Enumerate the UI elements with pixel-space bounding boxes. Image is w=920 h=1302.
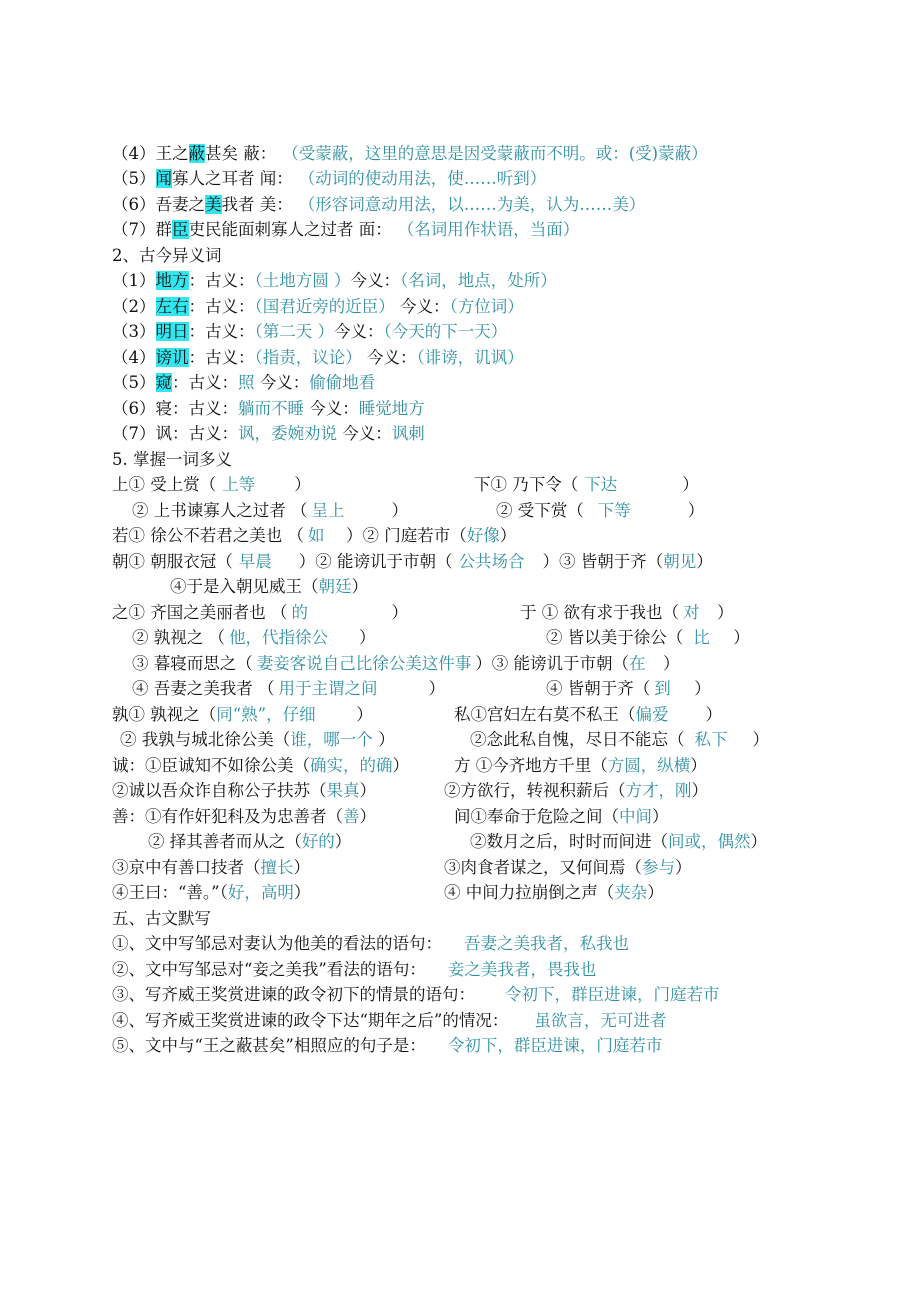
polysemy-right (444, 780, 708, 802)
item-text: ） (750, 832, 767, 851)
polysemy-right (496, 500, 704, 522)
label-ancient: ：古义： (188, 271, 255, 290)
item-text: 于 ① 欲有求于我也（ (520, 603, 679, 622)
answer-ancient: （土地方圆 ） (254, 271, 351, 290)
usage-item-5 (112, 168, 546, 190)
item-text: ） (359, 781, 376, 800)
polysemy-row-7 (112, 627, 750, 649)
highlighted-word: 臣 (172, 220, 189, 239)
ancient-modern-item-7 (112, 423, 425, 445)
answer-text: 令初下，群臣进谏，门庭若市 (447, 1036, 663, 1055)
item-text: ② 孰视之 （ (132, 628, 225, 647)
item-text: ） (351, 577, 368, 596)
section-title-recitation: 五、古文默写 (112, 909, 211, 928)
item-text: ③京中有善口技者（ (112, 858, 261, 877)
label-modern: 今义： (304, 399, 359, 418)
answer-text: 下等 (597, 501, 631, 520)
answer-text: 好像 (466, 526, 500, 545)
polysemy-row-8 (112, 653, 680, 675)
item-text: ② 择其善者而从之（ (148, 832, 302, 851)
ancient-modern-item-1 (112, 270, 557, 292)
polysemy-right (454, 806, 669, 828)
answer-text: 夹杂 (614, 883, 648, 902)
item-text: （6）吾妻之 (112, 195, 205, 214)
item-text: ）② 能谤讥于市朝（ (298, 552, 453, 571)
answer-ancient: 躺而不睡 (238, 399, 304, 418)
item-text: ） (293, 883, 311, 902)
item-text: ） (391, 501, 408, 520)
polysemy-row-11 (112, 729, 769, 751)
section-title-ancient-modern: 2、古今异义词 (112, 246, 222, 265)
polysemy-right (470, 729, 769, 751)
item-text: ） (690, 756, 707, 775)
answer-text: 上等 (222, 475, 256, 494)
item-text: ④王曰：“善。”（ (112, 883, 228, 902)
item-text: ） (696, 552, 713, 571)
answer-text: 吾妻之美我者，私我也 (464, 934, 629, 953)
item-text: ② 受下赏（ (496, 501, 584, 520)
label-modern: 今义： (337, 424, 392, 443)
question-text: ①、文中写邹忌对妻认为他美的看法的语句： (112, 934, 442, 953)
item-text: ） (356, 705, 373, 724)
item-text: 之① 齐国之美丽者也 （ (112, 603, 288, 622)
ancient-modern-item-6 (112, 398, 425, 420)
item-text: ） (475, 654, 492, 673)
item-text: ） (392, 756, 409, 775)
answer-text: 用于主谓之间 (278, 679, 378, 698)
answer-text: 对 (683, 603, 700, 622)
item-text: ） (359, 807, 376, 826)
highlighted-word: 蔽 (188, 144, 205, 163)
polysemy-right (474, 474, 699, 496)
item-text: （2） (112, 297, 156, 316)
label-modern: 今义： (350, 271, 400, 290)
label-modern: 今义： (394, 297, 450, 316)
usage-item-7 (112, 219, 579, 241)
section-title-polysemy: 5. 掌握一词多义 (112, 450, 232, 469)
answer-text: 间或，偶然 (668, 832, 751, 851)
answer-text: 方圆，纵横 (607, 756, 691, 775)
item-text: 若① 徐公不若君之美也 （ (112, 526, 304, 545)
recitation-item-1 (112, 933, 629, 955)
item-text: ② 皆以美于徐公（ (546, 628, 684, 647)
answer-text: 他，代指徐公 (229, 628, 328, 647)
item-text: ） (428, 679, 445, 698)
item-text: ② 我孰与城北徐公美（ (120, 730, 291, 749)
ancient-modern-item-2 (112, 296, 524, 318)
answer-text: 谁，哪一个 (290, 730, 373, 749)
answer-text: 同“熟”，仔细 (216, 705, 316, 724)
answer-text: 呈上 (311, 501, 345, 520)
polysemy-row-1 (112, 474, 699, 496)
answer-text: 朝见 (663, 552, 697, 571)
item-text: ） (334, 832, 352, 851)
item-text: ②诚以吾众诈自称公子扶苏（ (112, 781, 327, 800)
item-text: ② 上书谏寡人之过者 （ (132, 501, 308, 520)
item-text: ） (294, 475, 311, 494)
item-text: ③肉食者谋之，又何间焉（ (444, 858, 642, 877)
item-text: 下① 乃下令（ (474, 475, 579, 494)
ancient-modern-item-3 (112, 321, 507, 343)
label-ancient: ：古义： (188, 322, 255, 341)
label-ancient: ：古义： (188, 348, 255, 367)
answer-text: （受蒙蔽，这里的意思是因受蒙蔽而不明。或：(受)蒙蔽） (282, 144, 708, 163)
recitation-item-4 (112, 1010, 666, 1032)
answer-text: 私下 (694, 730, 728, 749)
item-text: ④ 皆朝于齐（ (546, 679, 651, 698)
item-text: ） (752, 730, 769, 749)
answer-text: 中间 (619, 807, 652, 826)
item-text: ） (705, 705, 722, 724)
item-text: ） (647, 883, 664, 902)
polysemy-row-17 (112, 882, 664, 904)
item-text: （4） (112, 348, 156, 367)
polysemy-row-14 (112, 806, 669, 828)
item-text: （7）讽 (112, 424, 172, 443)
item-text: ） (293, 858, 310, 877)
item-text: ） (682, 475, 699, 494)
usage-item-6 (112, 194, 645, 216)
answer-text: （形容词意动用法，以……为美，认为……美） (298, 195, 646, 214)
item-text: ） (391, 603, 408, 622)
answer-text: 妾之美我者，畏我也 (447, 960, 597, 979)
answer-text: 好，高明 (227, 883, 294, 902)
polysemy-right (454, 755, 707, 777)
answer-text: 果真 (326, 781, 360, 800)
item-text: ） (663, 654, 680, 673)
answer-text: 偏爱 (635, 705, 669, 724)
answer-modern: （名词，地点，处所） (400, 271, 557, 290)
item-text: ） (359, 628, 376, 647)
polysemy-row-5 (170, 576, 368, 598)
item-text: ） (499, 526, 517, 545)
polysemy-row-9 (112, 678, 711, 700)
item-text: ②方欲行，转视积薪后（ (444, 781, 626, 800)
polysemy-row-10 (112, 704, 722, 726)
question-text: ③、写齐威王奖赏进谏的政令初下的情景的语句： (112, 985, 475, 1004)
ancient-modern-item-4 (112, 347, 524, 369)
answer-text: 确实，的确 (310, 756, 393, 775)
item-text: ④于是入朝见威王（ (170, 577, 319, 596)
answer-ancient: 照 (238, 373, 255, 392)
item-text: （6）寝 (112, 399, 172, 418)
item-text: 间①奉命于危险之间（ (454, 807, 619, 826)
polysemy-right (454, 704, 722, 726)
usage-item-4 (112, 143, 708, 165)
recitation-item-2 (112, 959, 596, 981)
polysemy-right (470, 831, 767, 853)
item-text: （3） (112, 322, 156, 341)
answer-text: 到 (654, 679, 671, 698)
item-text: 甚矣 蔽： (205, 144, 277, 163)
item-text: （5） (112, 169, 156, 188)
answer-text: 虽欲言，无可进者 (534, 1011, 667, 1030)
question-text: ②、文中写邹忌对“妾之美我”看法的语句： (112, 960, 426, 979)
answer-text: 妻妾客说自己比徐公美这件事 (256, 654, 472, 673)
answer-text: （名词用作状语，当面） (397, 220, 580, 239)
item-text: ④ 中间力拉崩倒之声（ (444, 883, 615, 902)
item-text: ） (675, 858, 692, 877)
item-text: （7）群 (112, 220, 172, 239)
item-text: ③ 暮寝而思之（ (132, 654, 253, 673)
answer-text: 早晨 (238, 552, 272, 571)
answer-text: （动词的使动用法，使……听到） (298, 169, 547, 188)
item-text: ④ 吾妻之美我者 （ (132, 679, 275, 698)
answer-ancient: （指责，议论） (254, 348, 362, 367)
item-text: ）③ 皆朝于齐（ (542, 552, 664, 571)
answer-text: 的 (291, 603, 308, 622)
item-text: 朝① 朝服衣冠（ (112, 552, 233, 571)
label-modern: 今义： (334, 322, 384, 341)
label-ancient: ：古义： (188, 297, 255, 316)
highlighted-word: 美 (205, 195, 222, 214)
answer-text: 善 (343, 807, 360, 826)
item-text: ） (652, 807, 669, 826)
question-text: ④、写齐威王奖赏进谏的政令下达“期年之后”的情况： (112, 1011, 509, 1030)
answer-modern: 睡觉地方 (358, 399, 425, 418)
item-text: ） (694, 679, 711, 698)
item-text: 方 ①今齐地方千里（ (454, 756, 608, 775)
item-text: ）② 门庭若市（ (346, 526, 467, 545)
label-ancient: ：古义： (172, 424, 238, 443)
highlighted-word: 左右 (155, 297, 189, 316)
label-modern: 今义： (254, 373, 310, 392)
highlighted-word: 谤讥 (155, 348, 189, 367)
item-text: ③ 能谤讥于市朝（ (491, 654, 629, 673)
answer-modern: （今天的下一天） (383, 322, 508, 341)
answer-modern: 讽刺 (391, 424, 425, 443)
polysemy-row-12 (112, 755, 707, 777)
item-text: ②念此私自愧，尽日不能忘（ (470, 730, 685, 749)
recitation-item-3 (112, 984, 720, 1006)
item-text: 私①宫妇左右莫不私王（ (454, 705, 636, 724)
polysemy-right (444, 882, 664, 904)
answer-modern: （诽谤，讥讽） (416, 348, 524, 367)
highlighted-word: 明日 (155, 322, 189, 341)
polysemy-right (546, 678, 711, 700)
answer-ancient: （第二天 ） (254, 322, 334, 341)
polysemy-row-16 (112, 857, 692, 879)
polysemy-row-6 (112, 602, 734, 624)
question-text: ⑤、文中与“王之蔽甚矣”相照应的句子是： (112, 1036, 426, 1055)
item-text: 孰① 孰视之（ (112, 705, 217, 724)
answer-ancient: （国君近旁的近臣） (254, 297, 395, 316)
polysemy-right (546, 627, 750, 649)
answer-modern: （方位词） (449, 297, 524, 316)
item-text: ） (687, 501, 705, 520)
item-text: ） (733, 628, 750, 647)
item-text: 上① 受上赏（ (112, 475, 217, 494)
answer-text: 朝廷 (318, 577, 352, 596)
answer-text: 参与 (642, 858, 675, 877)
item-text: ） (378, 730, 395, 749)
answer-modern: 偷偷地看 (309, 373, 376, 392)
item-text: 吏民能面刺寡人之过者 面： (188, 220, 392, 239)
item-text: 寡人之耳者 闻： (172, 169, 293, 188)
item-text: ） (691, 781, 708, 800)
polysemy-row-2 (112, 500, 705, 522)
answer-text: 在 (629, 654, 646, 673)
answer-text: 好的 (301, 832, 335, 851)
item-text: 诚：①臣诚知不如徐公美（ (112, 756, 310, 775)
label-ancient: ：古义： (172, 399, 238, 418)
answer-text: 令初下，群臣进谏，门庭若市 (505, 985, 720, 1004)
polysemy-right (520, 602, 734, 624)
highlighted-word: 闻 (155, 169, 172, 188)
highlighted-word: 窥 (155, 373, 172, 392)
item-text: ） (717, 603, 734, 622)
item-text: （4）王之 (112, 144, 189, 163)
item-text: （5） (112, 373, 156, 392)
polysemy-right (444, 857, 692, 879)
answer-text: 下达 (584, 475, 618, 494)
label-modern: 今义： (361, 348, 417, 367)
item-text: ②数月之后，时时而间进（ (470, 832, 668, 851)
item-text: （1） (112, 271, 156, 290)
answer-text: 公共场合 (458, 552, 525, 571)
polysemy-row-4 (112, 551, 713, 573)
polysemy-row-3 (112, 525, 516, 547)
label-ancient: ：古义： (172, 373, 238, 392)
answer-text: 如 (308, 526, 325, 545)
answer-text: 擅长 (260, 858, 294, 877)
answer-text: 比 (693, 628, 710, 647)
answer-ancient: 讽，委婉劝说 (238, 424, 337, 443)
item-text: 善：①有作奸犯科及为忠善者（ (112, 807, 343, 826)
highlighted-word: 地方 (155, 271, 189, 290)
answer-text: 方才，刚 (625, 781, 692, 800)
recitation-item-5 (112, 1035, 662, 1057)
ancient-modern-item-5 (112, 372, 375, 394)
item-text: 我者 美： (221, 195, 293, 214)
polysemy-row-13 (112, 780, 708, 802)
polysemy-row-15 (112, 831, 767, 853)
